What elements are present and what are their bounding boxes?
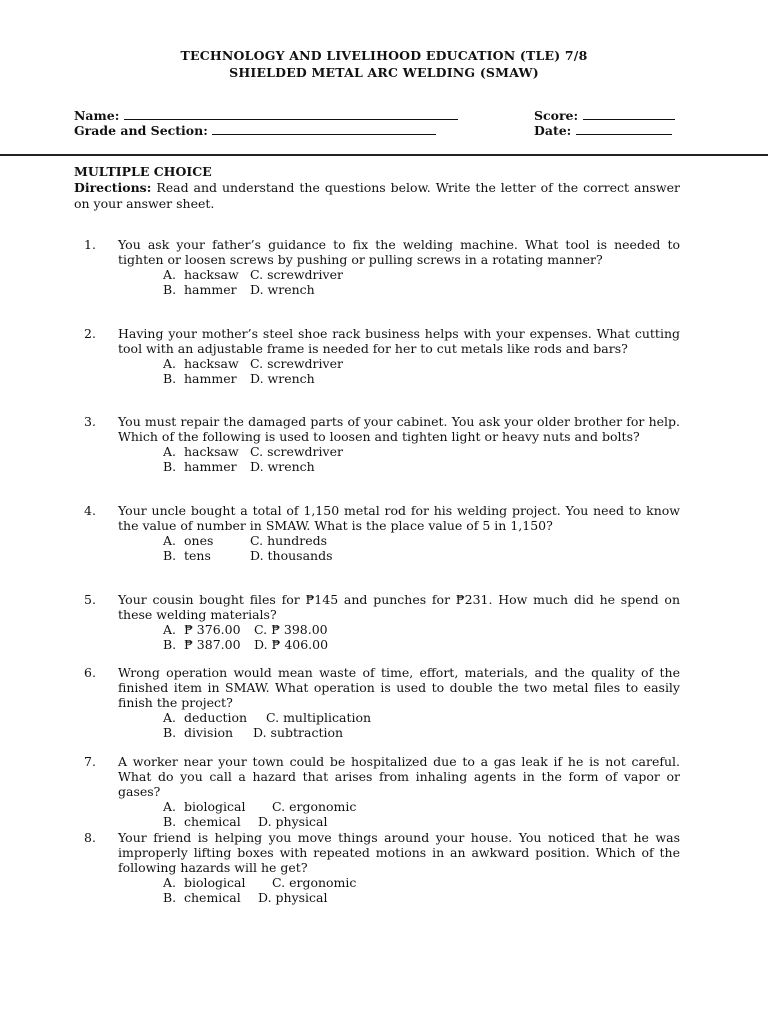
question-text: You must repair the damaged parts of your cabinet. You ask your older brother for help. Which of the following is used to loosen and tighten light or heavy nuts and bolts? <box>118 414 680 444</box>
score-blank <box>583 107 675 120</box>
choice-d: D. wrench <box>250 459 315 474</box>
choice-c: C. ergonomic <box>272 799 357 814</box>
choice-b: tens <box>184 548 211 563</box>
question-text: You ask your father’s guidance to fix the welding machine. What tool is needed to tighten or loosen screws by pushing or pulling screws in a rotating manner? <box>118 237 680 267</box>
question-8 <box>84 830 680 905</box>
date-blank <box>576 122 672 135</box>
question-text: A worker near your town could be hospitalized due to a gas leak if he is not careful. What do you call a hazard that arises from inhaling agents in the form of vapor or gases? <box>118 754 680 799</box>
choice-d: D. thousands <box>250 548 333 563</box>
choice-c: C. hundreds <box>250 533 328 548</box>
question-number: 6. <box>84 665 96 680</box>
choice-c: C. ₱ 398.00 <box>254 622 328 637</box>
question-5 <box>84 592 680 652</box>
choice-d: D. wrench <box>250 282 315 297</box>
choice-row: A. hacksaw C. screwdriver <box>163 356 343 371</box>
choice-row: B. hammer D. wrench <box>163 371 315 386</box>
choice-d: D. wrench <box>250 371 315 386</box>
choice-c: C. screwdriver <box>250 267 343 282</box>
question-number: 2. <box>84 326 96 341</box>
name-label: Name: <box>74 108 120 123</box>
header-topic: SHIELDED METAL ARC WELDING (SMAW) <box>229 65 539 80</box>
question-text: Your cousin bought files for ₱145 and punches for ₱231. How much did he spend on these welding materials? <box>118 592 680 622</box>
question-number: 5. <box>84 592 96 607</box>
question-3 <box>84 414 680 474</box>
choice-row: B. chemical D. physical <box>163 890 328 905</box>
choice-a: biological <box>184 875 246 890</box>
choice-a: hacksaw <box>184 267 239 282</box>
choice-c: C. screwdriver <box>250 444 343 459</box>
choice-d: D. physical <box>258 814 328 829</box>
directions-text: Read and understand the questions below. Write the letter of the correct answer on your answer sheet. <box>74 180 680 211</box>
choice-row: B. tens D. thousands <box>163 548 333 563</box>
choice-row: A. hacksaw C. screwdriver <box>163 444 343 459</box>
question-2 <box>84 326 680 386</box>
question-1 <box>84 237 680 297</box>
question-6 <box>84 665 680 740</box>
choice-row: B. chemical D. physical <box>163 814 328 829</box>
choice-a: biological <box>184 799 246 814</box>
grade-section-label: Grade and Section: <box>74 123 208 138</box>
name-blank <box>124 107 458 120</box>
question-number: 4. <box>84 503 96 518</box>
choice-a: ones <box>184 533 214 548</box>
choice-row: A. biological C. ergonomic <box>163 875 357 890</box>
choice-row: B. hammer D. wrench <box>163 282 315 297</box>
directions-label: Directions: <box>74 180 152 195</box>
document-header <box>0 47 768 81</box>
question-text: Wrong operation would mean waste of time, effort, materials, and the quality of the finished item in SMAW. What operation is used to double the two metal files to easily finish the project? <box>118 665 680 710</box>
choice-a: deduction <box>184 710 248 725</box>
question-number: 7. <box>84 754 96 769</box>
choice-b: division <box>184 725 234 740</box>
question-text: Having your mother’s steel shoe rack business helps with your expenses. What cutting tool with an adjustable frame is needed for her to cut metals like rods and bars? <box>118 326 680 356</box>
section-title: MULTIPLE CHOICE <box>74 164 212 179</box>
choice-b: hammer <box>184 459 237 474</box>
question-text: Your friend is helping you move things around your house. You noticed that he was improperly lifting boxes with repeated motions in an awkward position. Which of the following hazards will he get? <box>118 830 680 875</box>
choice-row: B. ₱ 387.00 D. ₱ 406.00 <box>163 637 329 652</box>
question-7 <box>84 754 680 829</box>
choice-c: C. screwdriver <box>250 356 343 371</box>
question-number: 1. <box>84 237 96 252</box>
choice-row: A. ₱ 376.00 C. ₱ 398.00 <box>163 622 328 637</box>
directions <box>74 180 680 211</box>
grade-section-field <box>74 122 436 138</box>
choice-a: ₱ 376.00 <box>184 622 241 637</box>
date-field <box>534 122 672 138</box>
date-label: Date: <box>534 123 572 138</box>
choice-c: C. multiplication <box>266 710 372 725</box>
question-4 <box>84 503 680 563</box>
question-text: Your uncle bought a total of 1,150 metal rod for his welding project. You need to know the value of number in SMAW. What is the place value of 5 in 1,150? <box>118 503 680 533</box>
choice-a: hacksaw <box>184 444 239 459</box>
choice-b: chemical <box>184 890 241 905</box>
choice-row: A. deduction C. multiplication <box>163 710 372 725</box>
question-number: 8. <box>84 830 96 845</box>
name-field <box>74 107 458 123</box>
choice-d: D. subtraction <box>253 725 344 740</box>
header-subject: TECHNOLOGY AND LIVELIHOOD EDUCATION (TLE) 7/8 <box>180 48 588 63</box>
choice-d: D. physical <box>258 890 328 905</box>
header-divider <box>0 154 768 156</box>
choice-a: hacksaw <box>184 356 239 371</box>
question-number: 3. <box>84 414 96 429</box>
choice-row: A. biological C. ergonomic <box>163 799 357 814</box>
choice-b: hammer <box>184 371 237 386</box>
score-field <box>534 107 675 123</box>
choice-c: C. ergonomic <box>272 875 357 890</box>
grade-section-blank <box>212 122 436 135</box>
choice-b: chemical <box>184 814 241 829</box>
choice-b: ₱ 387.00 <box>184 637 241 652</box>
choice-row: B. hammer D. wrench <box>163 459 315 474</box>
choice-b: hammer <box>184 282 237 297</box>
score-label: Score: <box>534 108 579 123</box>
choice-row: A. hacksaw C. screwdriver <box>163 267 343 282</box>
choice-d: D. ₱ 406.00 <box>254 637 329 652</box>
choice-row: B. division D. subtraction <box>163 725 344 740</box>
choice-row: A. ones C. hundreds <box>163 533 328 548</box>
